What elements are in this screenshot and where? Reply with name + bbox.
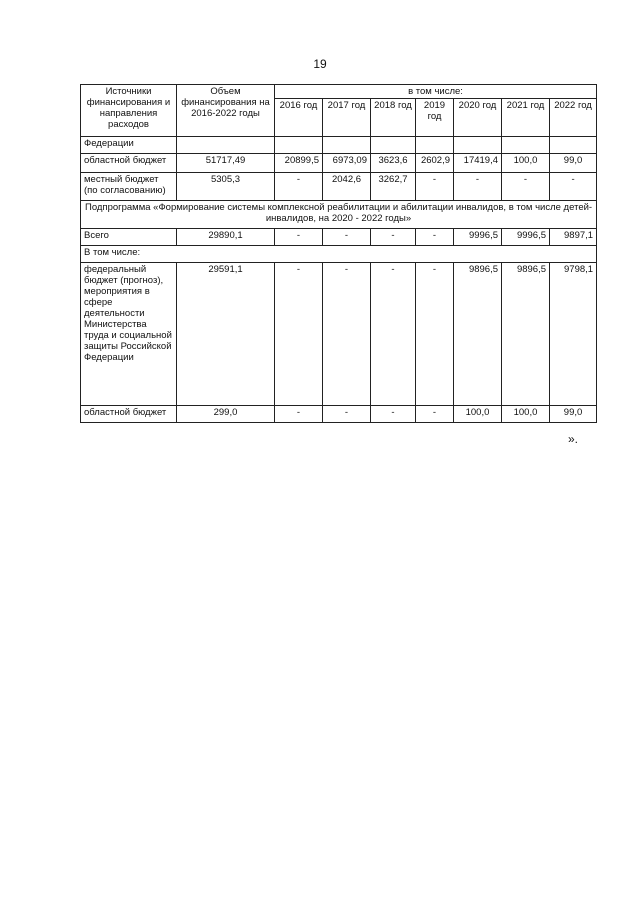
row-total: 51717,49 xyxy=(177,154,275,173)
header-year: 2021 год xyxy=(502,99,550,137)
cell-value: - xyxy=(550,173,597,201)
cell-value: - xyxy=(323,406,371,423)
cell-value: 9996,5 xyxy=(502,229,550,246)
header-year: 2022 год xyxy=(550,99,597,137)
cell-value: - xyxy=(275,406,323,423)
table-row xyxy=(81,406,597,423)
cell-value: 100,0 xyxy=(502,154,550,173)
cell-value: - xyxy=(416,173,454,201)
row-total: 29890,1 xyxy=(177,229,275,246)
row-total: 29591,1 xyxy=(177,263,275,406)
row-including: В том числе: xyxy=(81,246,597,263)
cell-value: - xyxy=(416,406,454,423)
header-source: Источники финансирования и направления расходов xyxy=(81,85,177,137)
row-label: местный бюджет (по согласованию) xyxy=(81,173,177,201)
row-label: федеральный бюджет (прогноз), мероприятия в сфере деятельности Министерства труда и социальной защиты Российской Федерации xyxy=(81,263,177,406)
row-label: областной бюджет xyxy=(81,154,177,173)
cell-value: - xyxy=(502,173,550,201)
header-year: 2017 год xyxy=(323,99,371,137)
cell-value: 100,0 xyxy=(454,406,502,423)
cell-value: 20899,5 xyxy=(275,154,323,173)
row-label: Федерации xyxy=(81,137,177,154)
cell-value: 9896,5 xyxy=(502,263,550,406)
cell-value: - xyxy=(416,229,454,246)
cell-value: - xyxy=(323,229,371,246)
row-total: 299,0 xyxy=(177,406,275,423)
cell-value: - xyxy=(454,173,502,201)
cell-value: 3262,7 xyxy=(371,173,416,201)
table-row xyxy=(81,137,597,154)
cell-value: 2042,6 xyxy=(323,173,371,201)
table-row xyxy=(81,154,597,173)
closing-quote-mark: ». xyxy=(568,432,579,446)
cell-value: 9896,5 xyxy=(454,263,502,406)
table-row xyxy=(81,229,597,246)
cell-value: 3623,6 xyxy=(371,154,416,173)
cell-value: 99,0 xyxy=(550,406,597,423)
cell-value: 9897,1 xyxy=(550,229,597,246)
cell-value: 6973,09 xyxy=(323,154,371,173)
section-title: Подпрограмма «Формирование системы комплексной реабилитации и абилитации инвалидов, в том числе детей-инвалидов, на 2020 - 2022 годы» xyxy=(81,201,597,229)
cell-value: - xyxy=(371,229,416,246)
cell-value: - xyxy=(323,263,371,406)
cell-value: 9798,1 xyxy=(550,263,597,406)
row-label: областной бюджет xyxy=(81,406,177,423)
table-row xyxy=(81,246,597,263)
cell-value: - xyxy=(275,263,323,406)
row-total: 5305,3 xyxy=(177,173,275,201)
header-year: 2018 год xyxy=(371,99,416,137)
row-label: Всего xyxy=(81,229,177,246)
cell-value: - xyxy=(275,229,323,246)
cell-value: - xyxy=(275,173,323,201)
header-including: в том числе: xyxy=(275,85,597,99)
cell-value: - xyxy=(371,406,416,423)
table-row xyxy=(81,173,597,201)
cell-value: 2602,9 xyxy=(416,154,454,173)
header-volume: Объем финансирования на 2016-2022 годы xyxy=(177,85,275,137)
financing-table xyxy=(80,84,597,423)
cell-value: 99,0 xyxy=(550,154,597,173)
cell-value: - xyxy=(371,263,416,406)
section-row xyxy=(81,201,597,229)
page-number: 19 xyxy=(313,57,327,71)
cell-value: 9996,5 xyxy=(454,229,502,246)
table-row xyxy=(81,263,597,406)
header-year: 2019 год xyxy=(416,99,454,137)
header-year: 2016 год xyxy=(275,99,323,137)
cell-value: 17419,4 xyxy=(454,154,502,173)
header-year: 2020 год xyxy=(454,99,502,137)
cell-value: - xyxy=(416,263,454,406)
cell-value: 100,0 xyxy=(502,406,550,423)
